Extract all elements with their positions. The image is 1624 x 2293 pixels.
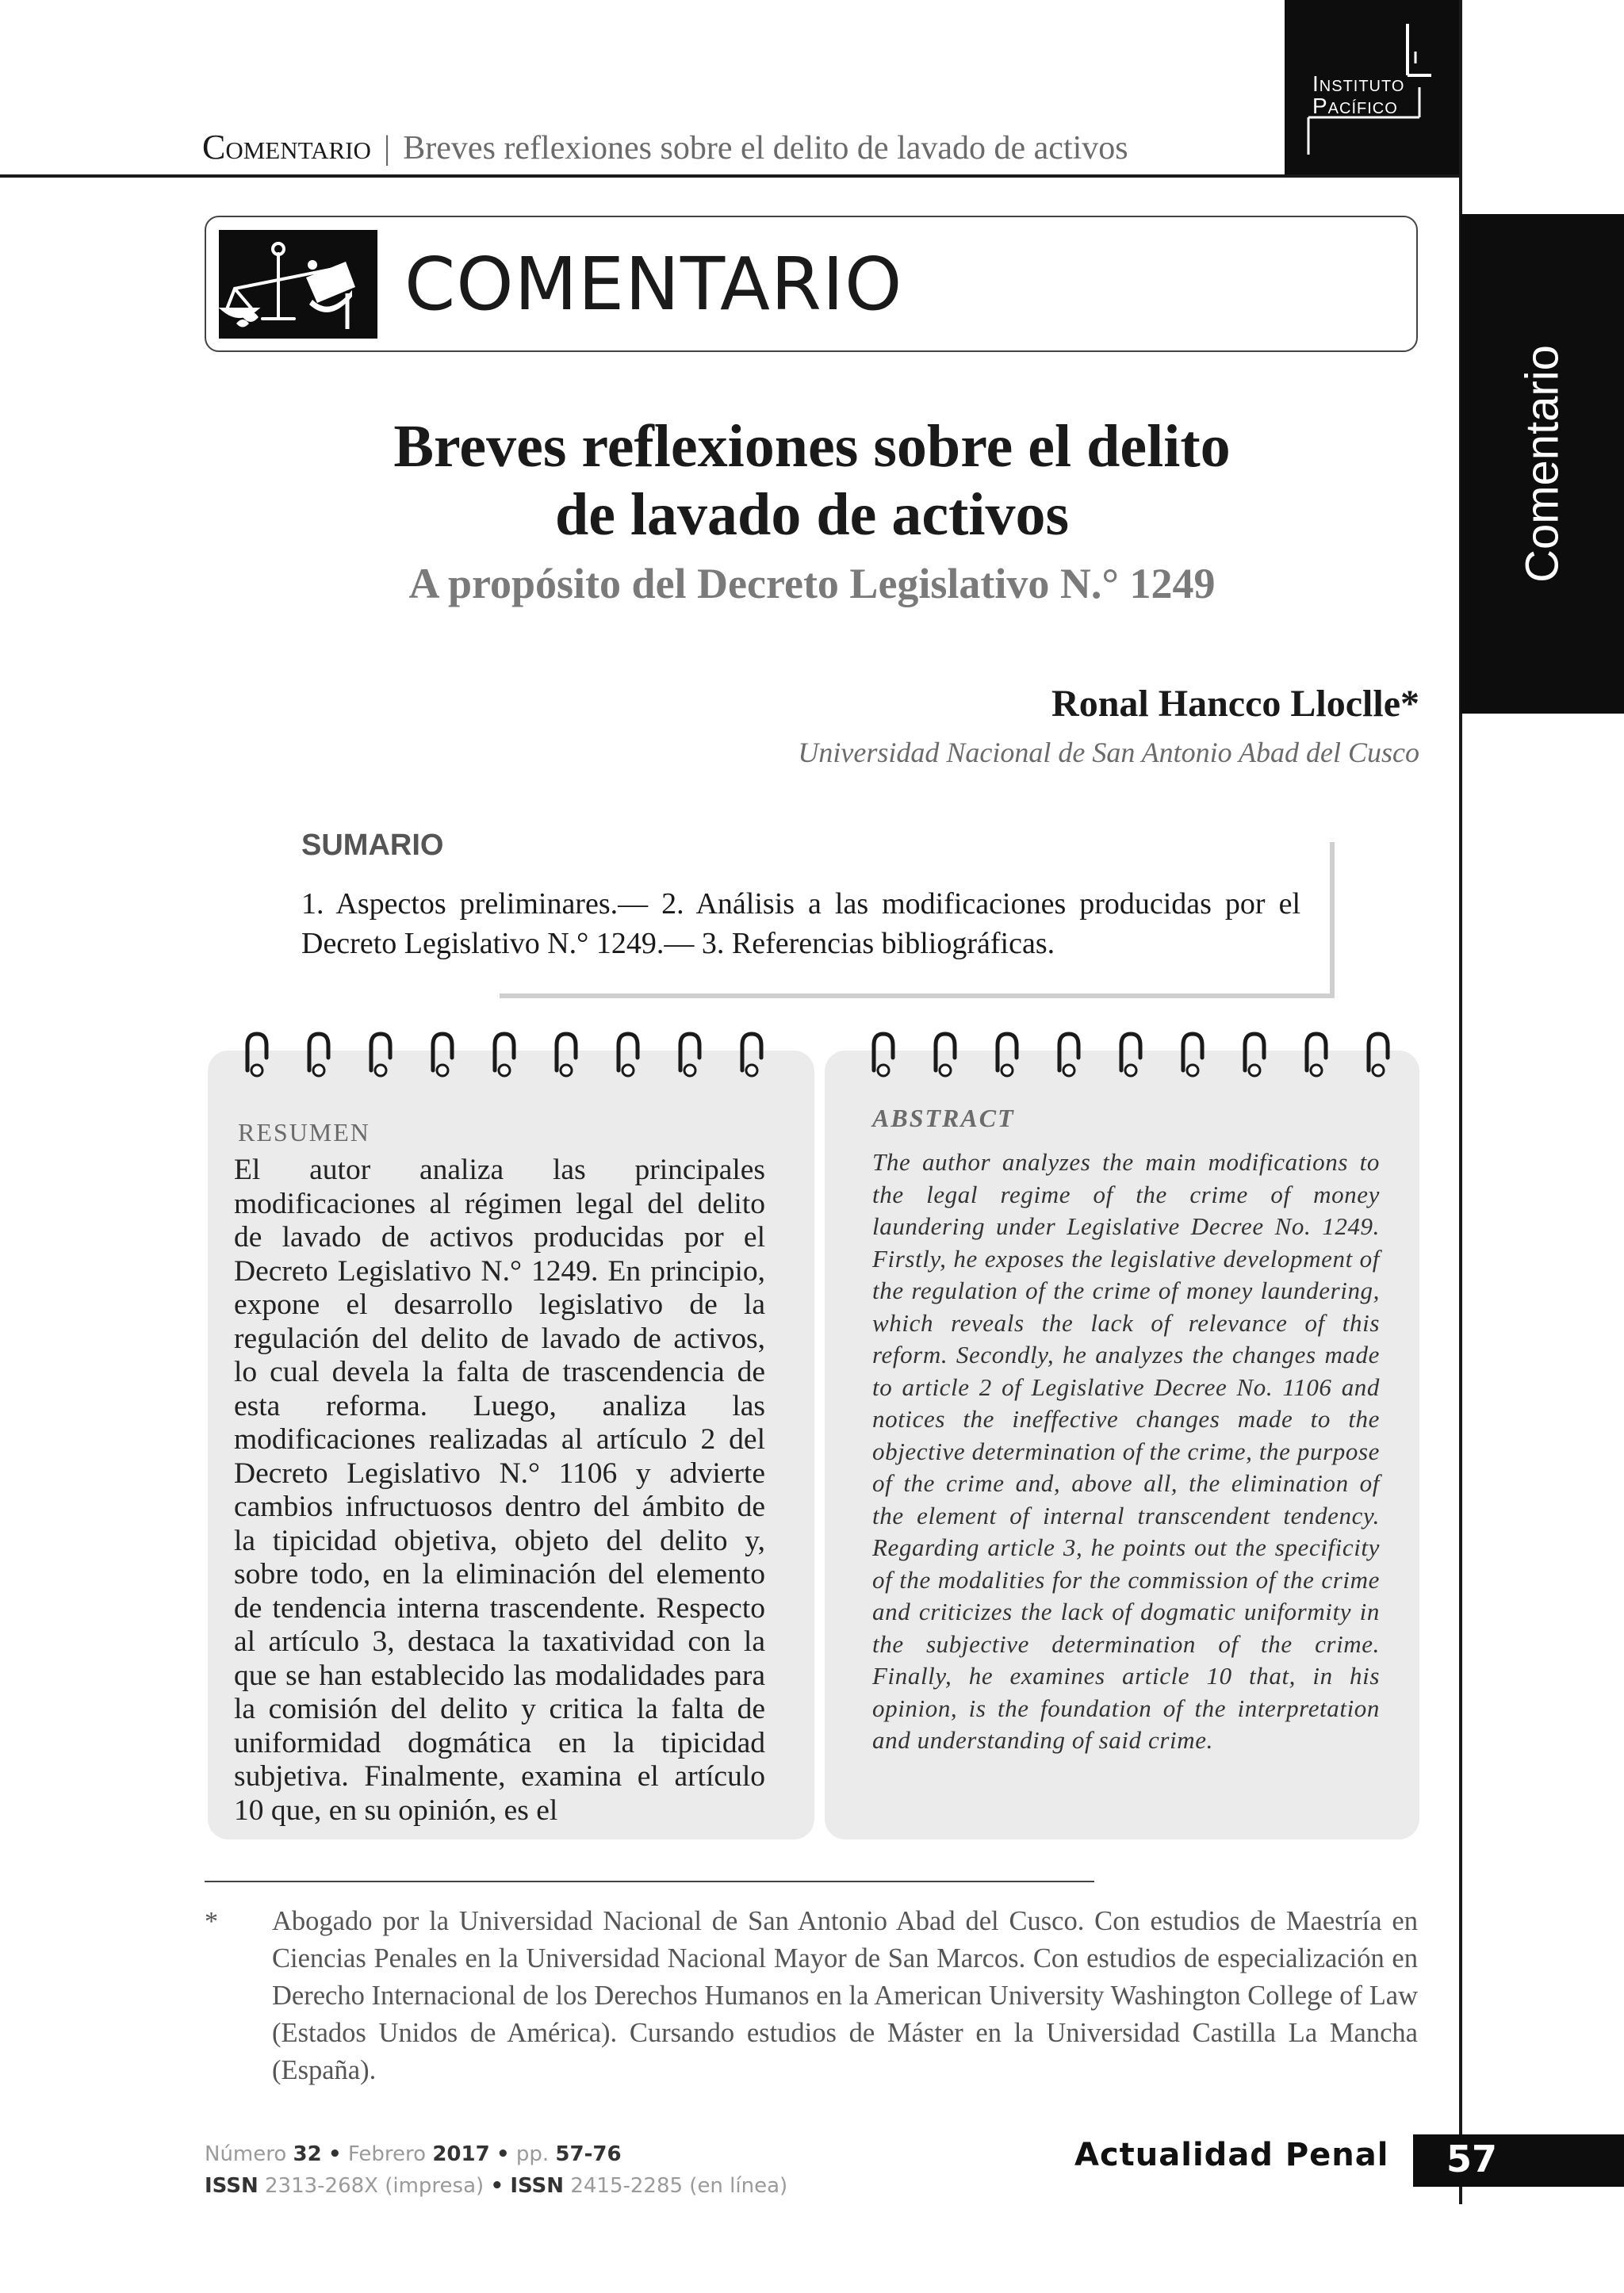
running-header-title: Breves reflexiones sobre el delito de lavado de activos: [403, 130, 1128, 167]
issue-month: Febrero: [347, 2142, 427, 2166]
header-rule: [0, 174, 1461, 178]
issn-info: [205, 2174, 787, 2198]
justice-scale-icon: [219, 230, 377, 339]
article-title-line2: de lavado de activos: [554, 481, 1070, 548]
issn-online: 2415-2285 (en línea): [570, 2174, 788, 2198]
article-title-line1: Breves reflexiones sobre el delito: [393, 413, 1231, 480]
issn-print-label: ISSN: [205, 2174, 259, 2198]
resumen-binder-rings: [238, 1029, 793, 1085]
issn-print: 2313-268X (impresa): [264, 2174, 485, 2198]
resumen-heading: RESUMEN: [238, 1118, 370, 1146]
issue-info: [205, 2142, 622, 2166]
sumario-text: 1. Aspectos preliminares.— 2. Análisis a las modificaciones producidas por el Decreto Legislativo N.° 1249.— 3. Referencias bibliográficas.: [301, 887, 1300, 960]
sumario-heading: SUMARIO: [301, 829, 444, 862]
running-header-separator: |: [383, 130, 391, 167]
article-subtitle: A propósito del Decreto Legislativo N.° 1249: [408, 560, 1216, 607]
running-header: [202, 127, 1128, 167]
footnote-mark: *: [205, 1907, 218, 1936]
running-header-section: Comentario: [202, 128, 371, 167]
issue-bullet-2: •: [496, 2142, 510, 2166]
issue-number-label: Número: [205, 2142, 287, 2166]
issue-year: 2017: [432, 2142, 490, 2166]
issue-number: 32: [293, 2142, 322, 2166]
footnote-rule: [205, 1881, 1094, 1882]
abstract-text: The author analyzes the main modifications to the legal regime of the crime of money laundering under Legislative Decree No. 1249. Firstly, he exposes the legislative development of the regulation of the crime of money laundering, which reveals the lack of relevance of this reform. Secondly, he analyzes the changes made to article 2 of Legislative Decree No. 1106 and notices the ineffective changes made to the objective determination of the crime, the purpose of the crime and, above all, the elimination of the element of internal transcendent tendency. Regarding article 3, he points out the specificity of the modalities for the commission of the crime and criticizes the lack of dogmatic uniformity in the subjective determination of the crime. Finally, he examines article 10 that, in his opinion, is the foundation of the interpretation and understanding of said crime.: [872, 1148, 1380, 1754]
abstract-heading: ABSTRACT: [872, 1104, 1015, 1132]
author-affiliation: Universidad Nacional de San Antonio Abad del Cusco: [798, 737, 1419, 768]
publisher-logo-text: [1312, 73, 1404, 117]
issue-pages: 57-76: [555, 2142, 622, 2166]
issn-online-label: ISSN: [510, 2174, 565, 2198]
page-number-box: [1413, 2134, 1624, 2187]
publisher-logo-line1: Instituto: [1312, 71, 1405, 96]
publisher-logo-line2: Pacífico: [1312, 94, 1398, 118]
abstract-binder-rings: [864, 1029, 1419, 1085]
issue-bullet-1: •: [328, 2142, 342, 2166]
page-number: 57: [1446, 2138, 1498, 2180]
article-title: [0, 412, 1624, 549]
journal-name: Actualidad Penal: [1074, 2137, 1389, 2173]
section-banner-title: COMENTARIO: [404, 242, 903, 327]
issue-pages-label: pp.: [515, 2142, 550, 2166]
issn-bullet: •: [490, 2174, 504, 2198]
footnote-text: Abogado por la Universidad Nacional de San Antonio Abad del Cusco. Con estudios de Maestría en Ciencias Penales en la Universidad Nacional Mayor de San Marcos. Con estudios de especialización en Derecho Internacional de los Derechos Humanos en la American University Washington College of Law (Estados Unidos de América). Cursando estudios de Máster en la Universidad Castilla La Mancha (España).: [272, 1906, 1418, 2085]
resumen-text: El autor analiza las principales modificaciones al régimen legal del delito de lavado de activos producidas por el Decreto Legislativo N.° 1249. En principio, expone el desarrollo legislativo de la regulación del delito de lavado de activos, lo cual devela la falta de trascendencia de esta reforma. Luego, analiza las modificaciones realizadas al artículo 2 del Decreto Legislativo N.° 1106 y advierte cambios infructuosos dentro del ámbito de la tipicidad objetiva, objeto del delito y, sobre todo, en la eliminación del elemento de tendencia interna trascendente. Respecto al artículo 3, destaca la taxatividad con la que se han establecido las modalidades para la comisión del delito y critica la falta de uniformidad dogmática en la tipicidad subjetiva. Finalmente, examina el artículo 10 que, en su opinión, es el: [234, 1154, 765, 1827]
section-side-tab-label: Comentario: [1516, 345, 1568, 583]
article-author: Ronal Hancco Lloclle*: [1051, 683, 1419, 725]
